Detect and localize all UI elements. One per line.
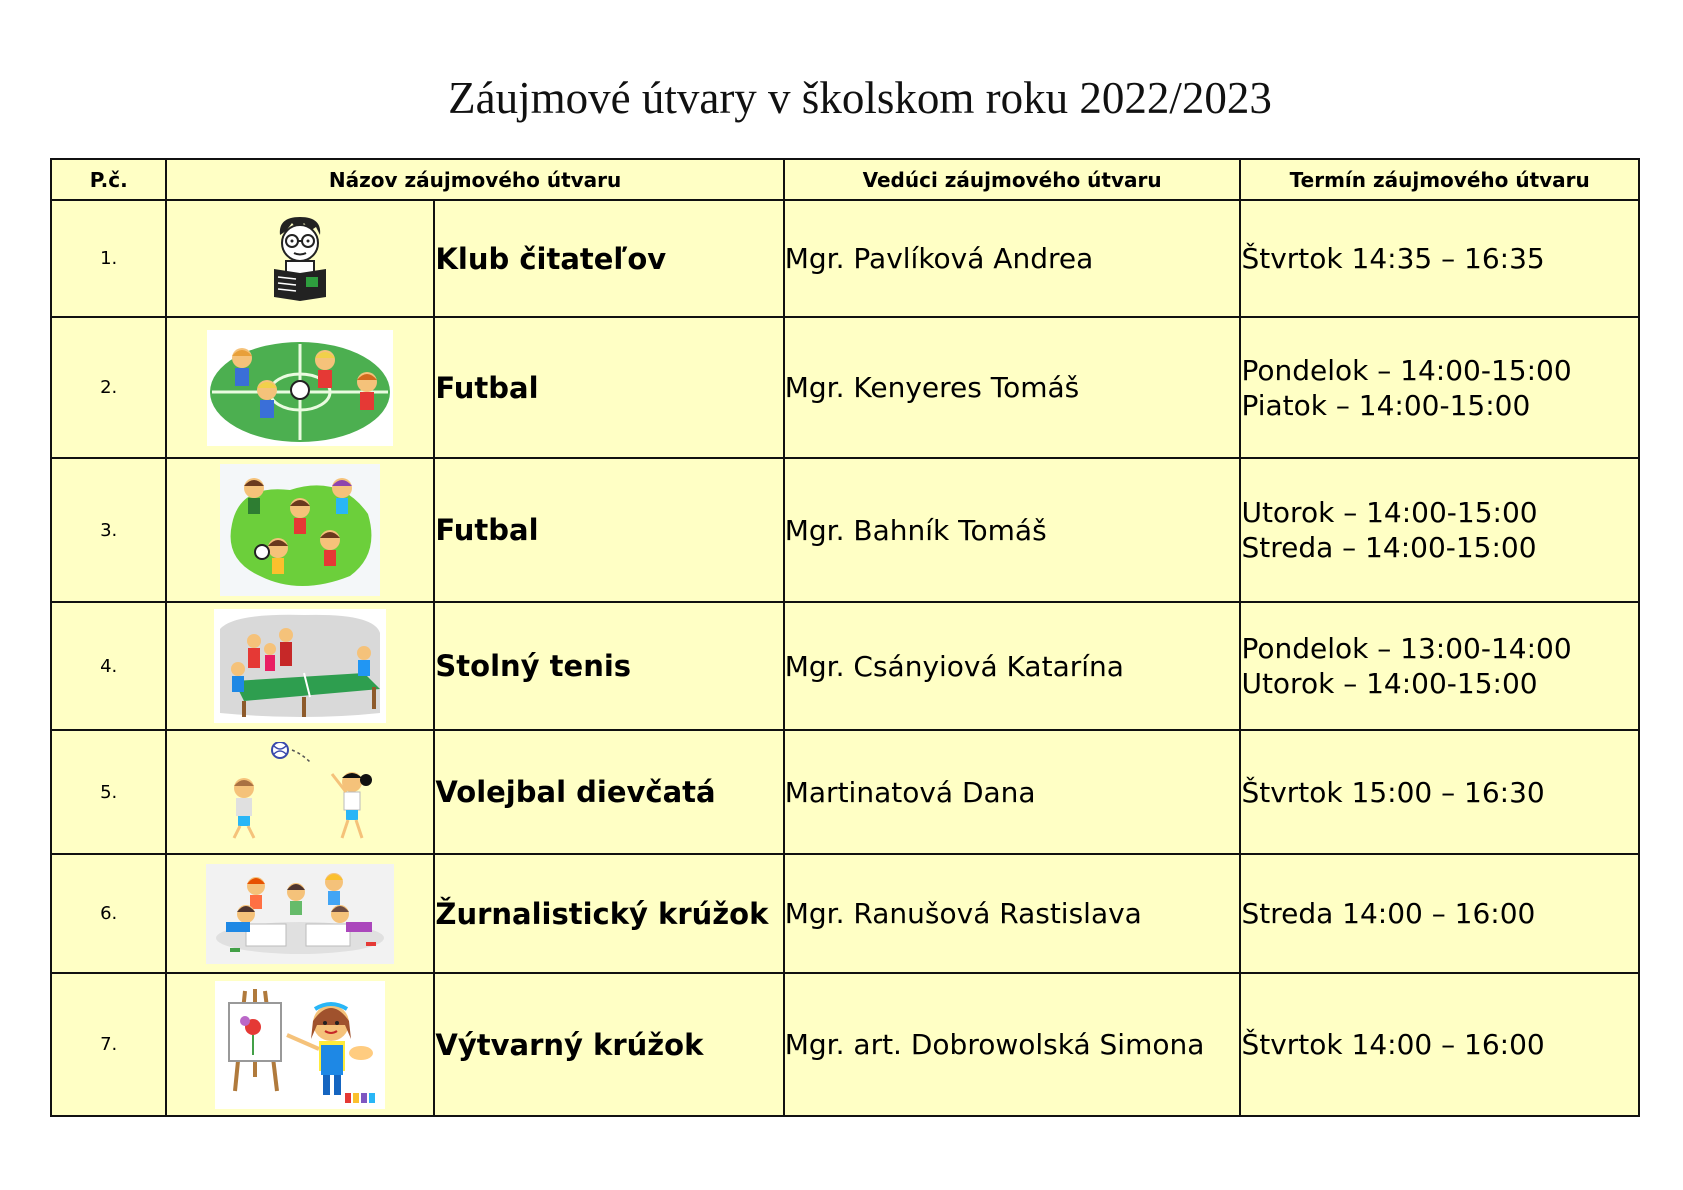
table-row — [51, 458, 1639, 602]
table-row — [51, 200, 1639, 317]
activity-term — [1240, 200, 1639, 317]
activities-table — [50, 158, 1640, 1117]
term-line: Štvrtok 14:00 – 16:00 — [1241, 1028, 1545, 1061]
header-leader: Vedúci záujmového útvaru — [784, 159, 1241, 200]
header-num: P.č. — [51, 159, 166, 200]
row-picture — [166, 854, 434, 973]
row-picture — [166, 200, 434, 317]
reading-boy-icon — [270, 213, 330, 305]
painter-girl-icon — [215, 981, 385, 1109]
page-title: Záujmové útvary v školskom roku 2022/2023 — [448, 73, 1272, 123]
row-number: 7. — [51, 973, 166, 1116]
activity-term — [1240, 730, 1639, 854]
activity-leader: Mgr. Ranušová Rastislava — [784, 854, 1241, 973]
row-picture — [166, 458, 434, 602]
term-line: Streda 14:00 – 16:00 — [1241, 897, 1536, 930]
kids-football-grass-icon — [220, 464, 380, 596]
term-line: Štvrtok 15:00 – 16:30 — [1241, 775, 1545, 809]
activity-term — [1240, 854, 1639, 973]
table-row — [51, 602, 1639, 730]
activity-name: Žurnalistický krúžok — [434, 854, 783, 973]
table-row — [51, 973, 1639, 1116]
row-picture — [166, 317, 434, 458]
row-number: 4. — [51, 602, 166, 730]
activity-name: Volejbal dievčatá — [434, 730, 783, 854]
table-row — [51, 317, 1639, 458]
term-line: Pondelok – 14:00-15:00 — [1241, 353, 1572, 387]
table-header-row — [51, 159, 1639, 200]
activity-leader: Martinatová Dana — [784, 730, 1241, 854]
activity-leader: Mgr. art. Dobrowolská Simona — [784, 973, 1241, 1116]
activity-term — [1240, 973, 1639, 1116]
activity-leader: Mgr. Pavlíková Andrea — [784, 200, 1241, 317]
row-number: 1. — [51, 200, 166, 317]
term-line: Streda – 14:00-15:00 — [1241, 531, 1537, 564]
activity-leader: Mgr. Bahník Tomáš — [784, 458, 1241, 602]
activity-name: Futbal — [434, 317, 783, 458]
volleyball-girls-icon — [220, 742, 380, 842]
row-number: 3. — [51, 458, 166, 602]
activity-name: Stolný tenis — [434, 602, 783, 730]
table-row — [51, 730, 1639, 854]
term-line: Štvrtok 14:35 – 16:35 — [1241, 242, 1545, 275]
row-picture — [166, 973, 434, 1116]
activity-name: Klub čitateľov — [434, 200, 783, 317]
row-number: 2. — [51, 317, 166, 458]
activity-term — [1240, 602, 1639, 730]
header-name: Názov záujmového útvaru — [166, 159, 783, 200]
header-term: Termín záujmového útvaru — [1240, 159, 1639, 200]
term-line: Pondelok – 13:00-14:00 — [1241, 632, 1572, 665]
activity-name: Výtvarný krúžok — [434, 973, 783, 1116]
activity-leader: Mgr. Csányiová Katarína — [784, 602, 1241, 730]
kids-drawing-icon — [206, 864, 394, 964]
activity-term — [1240, 317, 1639, 458]
table-tennis-icon — [214, 609, 386, 723]
kids-football-field-icon — [207, 330, 393, 446]
activity-name: Futbal — [434, 458, 783, 602]
row-picture — [166, 602, 434, 730]
activity-leader: Mgr. Kenyeres Tomáš — [784, 317, 1241, 458]
row-number: 6. — [51, 854, 166, 973]
row-picture — [166, 730, 434, 854]
activity-term — [1240, 458, 1639, 602]
row-number: 5. — [51, 730, 166, 854]
table-row — [51, 854, 1639, 973]
term-line: Utorok – 14:00-15:00 — [1241, 496, 1538, 529]
term-line: Utorok – 14:00-15:00 — [1241, 667, 1538, 700]
term-line: Piatok – 14:00-15:00 — [1241, 388, 1531, 422]
